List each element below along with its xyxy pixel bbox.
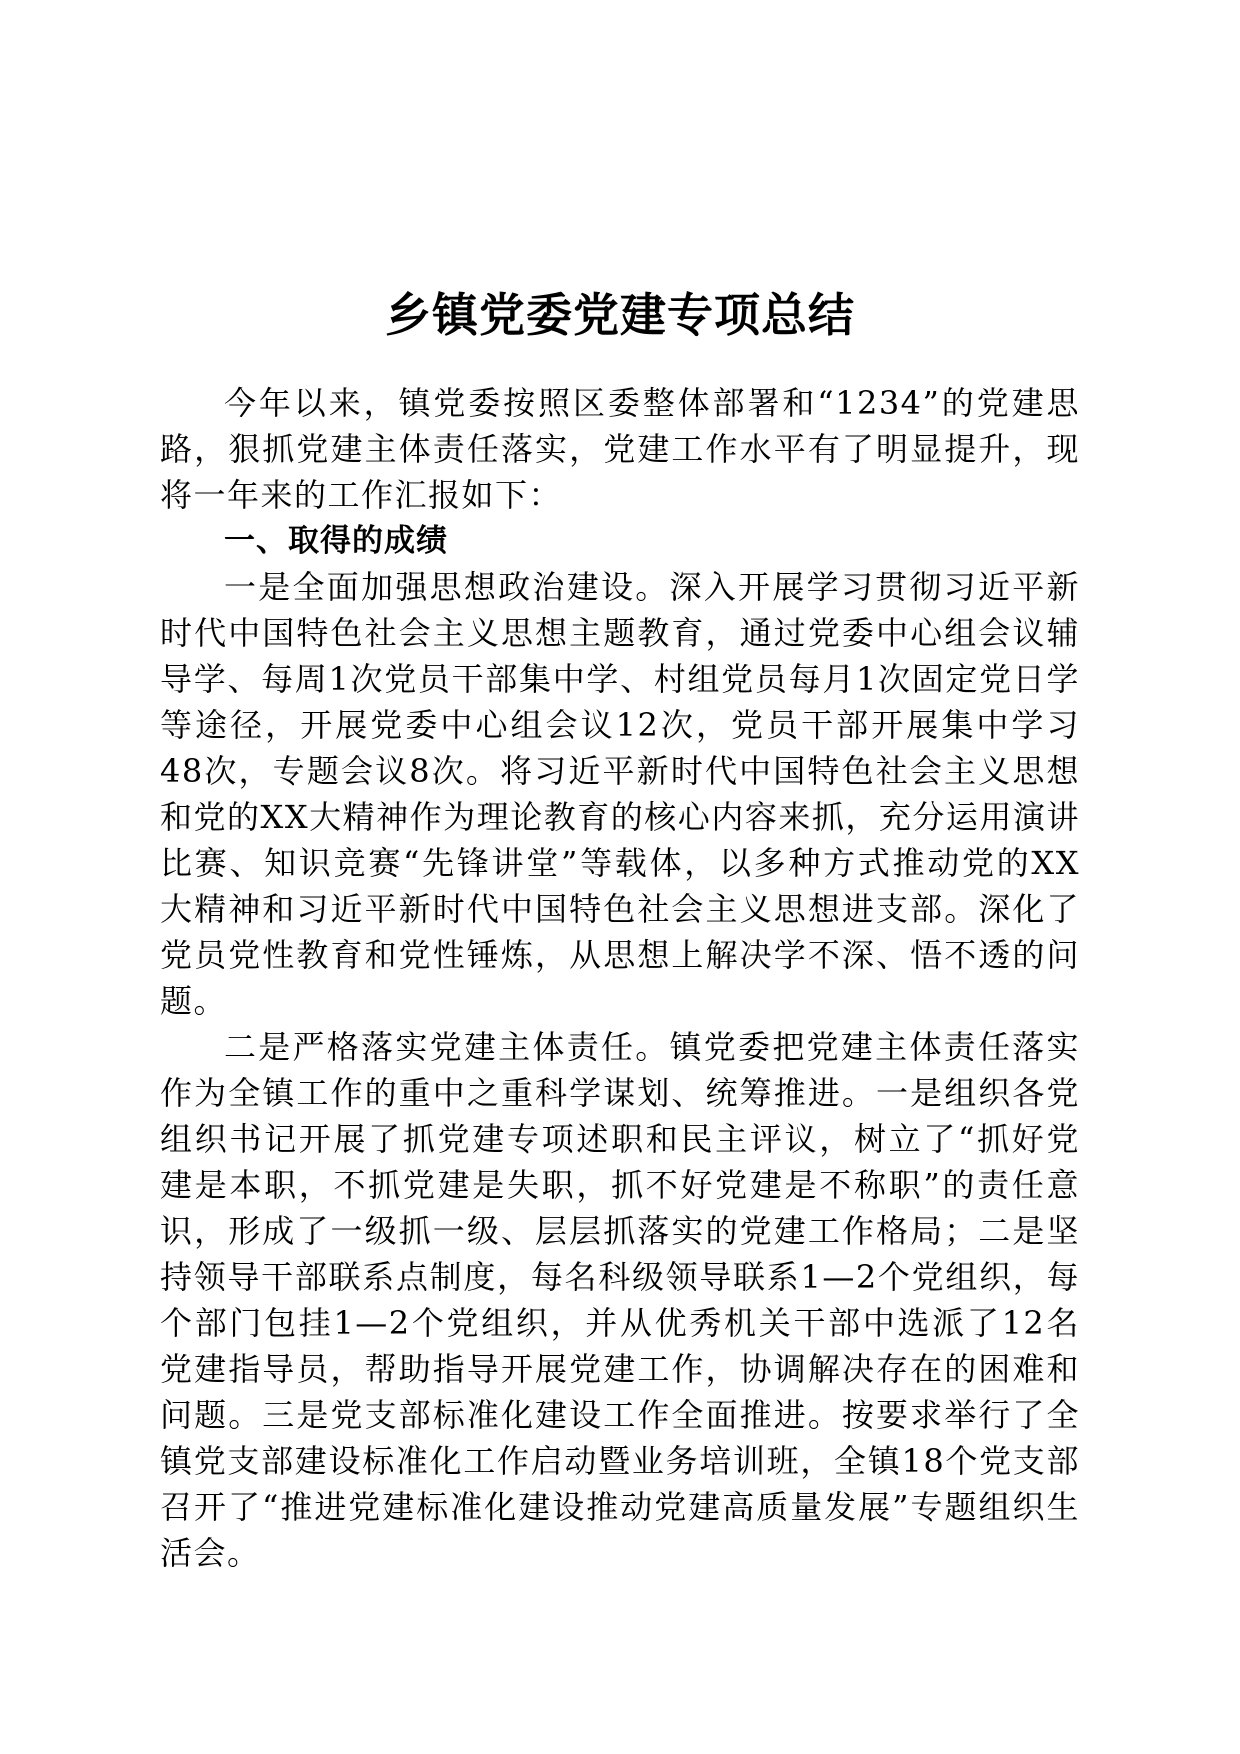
paragraph-ideological-building: 一是全面加强思想政治建设。深入开展学习贯彻习近平新时代中国特色社会主义思想主题教育，通过党委中心组会议辅导学、每周1次党员干部集中学、村组党员每月1次固定党日学等途径，开展党委中心组会议12次，党员干部开展集中学习48次，专题会议8次。将习近平新时代中国特色社会主义思想和党的XX大精神作为理论教育的核心内容来抓，充分运用演讲比赛、知识竞赛“先锋讲堂”等载体，以多种方式推动党的XX大精神和习近平新时代中国特色社会主义思想进支部。深化了党员党性教育和党性锤炼，从思想上解决学不深、悟不透的问题。: [160, 568, 1080, 1020]
intro-paragraph: 今年以来，镇党委按照区委整体部署和“1234”的党建思路，狠抓党建主体责任落实，党建工作水平有了明显提升，现将一年来的工作汇报如下：: [160, 384, 1080, 514]
paragraph-responsibility: 二是严格落实党建主体责任。镇党委把党建主体责任落实作为全镇工作的重中之重科学谋划、统筹推进。一是组织各党组织书记开展了抓党建专项述职和民主评议，树立了“抓好党建是本职，不抓党建是失职，抓不好党建是不称职”的责任意识，形成了一级抓一级、层层抓落实的党建工作格局；二是坚持领导干部联系点制度，每名科级领导联系1—2个党组织，每个部门包挂1—2个党组织，并从优秀机关干部中选派了12名党建指导员，帮助指导开展党建工作，协调解决存在的困难和问题。三是党支部标准化建设工作全面推进。按要求举行了全镇党支部建设标准化工作启动暨业务培训班，全镇18个党支部召开了“推进党建标准化建设推动党建高质量发展”专题组织生活会。: [160, 1028, 1080, 1572]
section-heading-achievements: 一、取得的成绩: [224, 523, 448, 559]
document-body: [160, 380, 1080, 1576]
document-title: 乡镇党委党建专项总结: [385, 287, 855, 342]
